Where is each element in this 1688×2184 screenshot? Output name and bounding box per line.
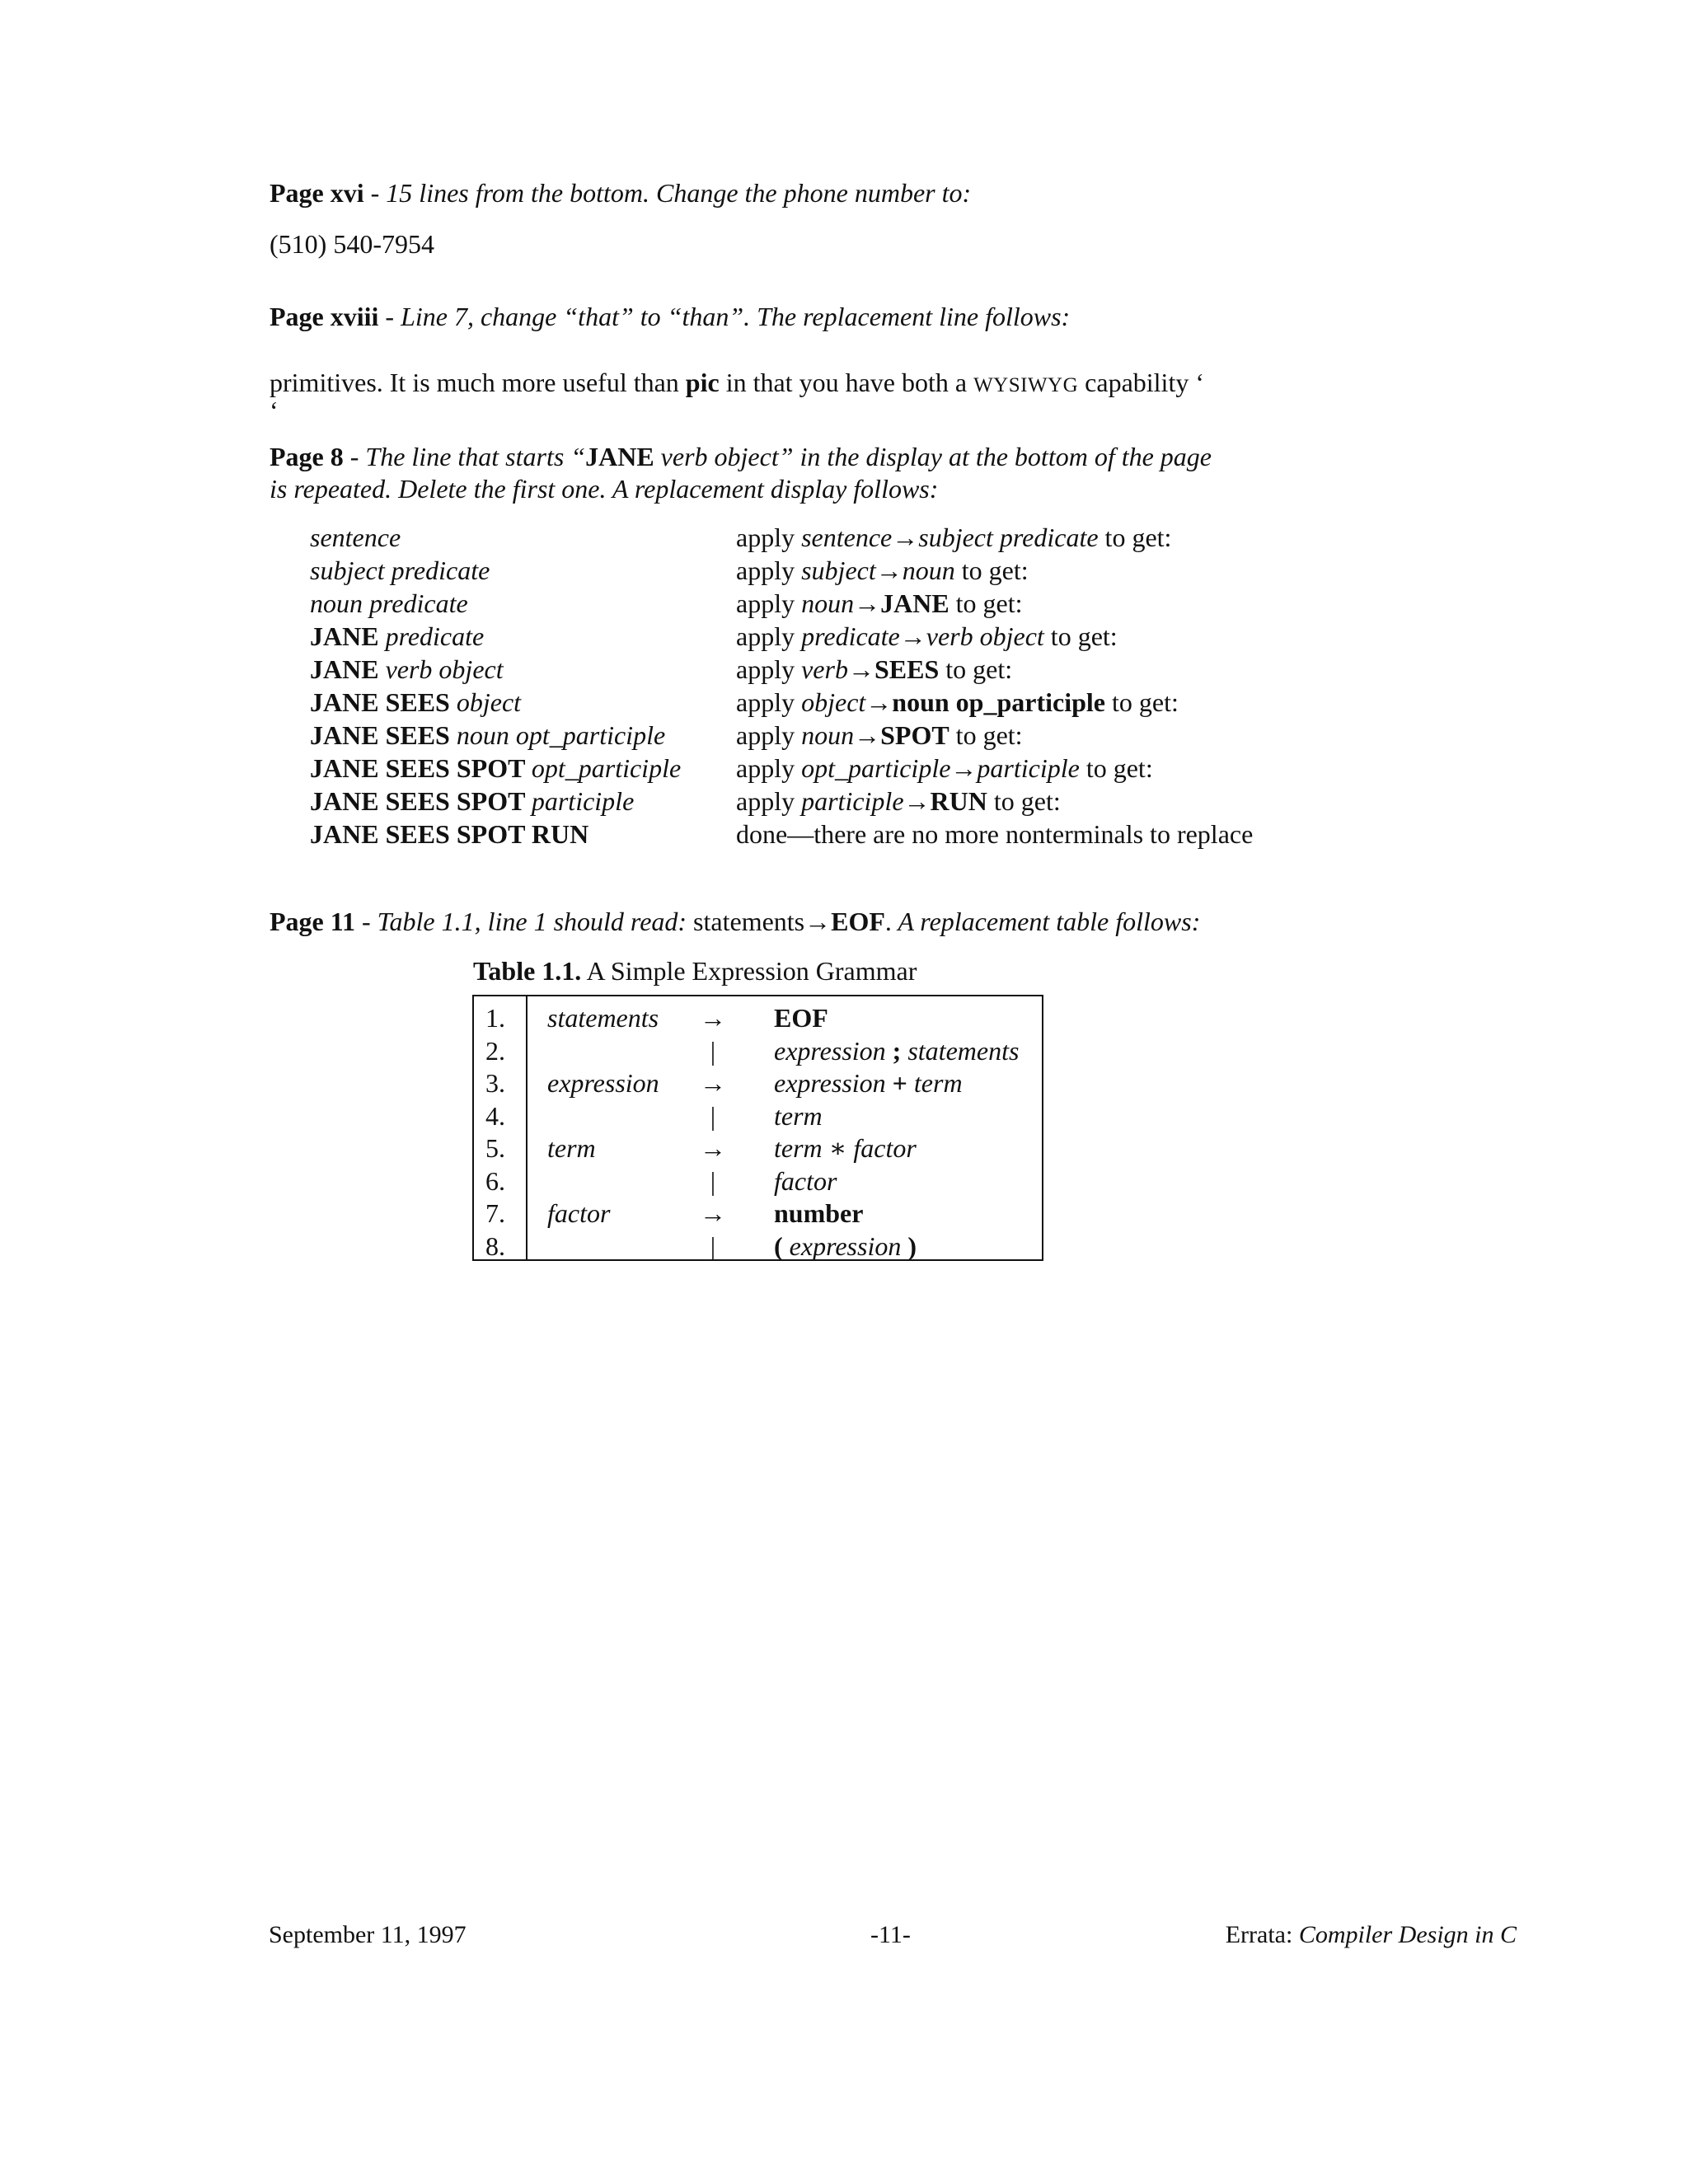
entry-instruction: Table 1.1, line 1 should read:	[377, 907, 694, 936]
rule-text: to get:	[1043, 621, 1118, 651]
replacement-smallcaps: WYSIWYG	[973, 374, 1079, 396]
entry-instruction: verb object” in the display at the bottom of the page	[654, 442, 1212, 471]
derivation-rule	[736, 587, 1023, 620]
rule-number: 2.	[485, 1035, 505, 1066]
entry-instruction: Line 7, change “that” to “than”. The replacement line follows:	[401, 302, 1071, 331]
entry-instruction: is repeated. Delete the first one. A replacement display follows:	[270, 474, 939, 504]
derivation-step	[310, 521, 401, 554]
rule-number: 1.	[485, 1003, 505, 1033]
rule-operator: |	[710, 1165, 716, 1196]
footer-title-italic: Compiler Design in C	[1298, 1921, 1517, 1948]
rule-rhs	[774, 1197, 863, 1230]
table-caption-label: Table 1.1.	[473, 956, 582, 986]
rule-rhs	[774, 1099, 823, 1132]
rule-text: apply	[736, 621, 802, 651]
rule-text: to get:	[987, 786, 1061, 816]
grammar-row	[474, 1197, 1042, 1230]
derivation-terminals: JANE SEES	[310, 687, 457, 717]
rule-text: to get:	[1105, 687, 1179, 717]
rule-terminal: JANE	[880, 588, 950, 618]
footer-title-plain: Errata:	[1225, 1921, 1299, 1948]
rule-rhs	[774, 1034, 1019, 1067]
derivation-nonterminals: noun opt_participle	[456, 720, 666, 750]
rule-production: sentence→subject predicate	[801, 523, 1099, 552]
derivation-nonterminals: opt_participle	[531, 753, 682, 783]
entry-page-11	[270, 905, 1200, 938]
entry-instruction-bold: JANE	[585, 442, 654, 471]
separator: -	[343, 442, 366, 471]
production-part: factor	[774, 1165, 837, 1196]
rule-number: 8.	[485, 1230, 505, 1261]
entry-page-xviii	[270, 300, 1070, 333]
grammar-row	[474, 1034, 1042, 1067]
derivation-step	[310, 686, 521, 719]
derivation-step	[310, 818, 588, 851]
production-part: )	[907, 1230, 917, 1261]
production-part: +	[892, 1068, 907, 1098]
fix-dot: .	[884, 907, 892, 936]
grammar-row	[474, 1230, 1042, 1263]
rule-production: object→	[801, 687, 893, 717]
entry-page-label: Page 8	[270, 442, 344, 471]
entry-instruction: The line that starts “	[365, 442, 586, 471]
rule-rhs	[774, 1066, 963, 1099]
rule-lhs: term	[547, 1133, 596, 1163]
rule-operator: |	[710, 1100, 716, 1131]
rule-number: 6.	[485, 1165, 505, 1196]
derivation-rule	[736, 785, 1061, 818]
production-part: term	[907, 1068, 963, 1098]
grammar-row	[474, 1099, 1042, 1132]
rule-text: apply	[736, 555, 802, 585]
rule-rhs	[774, 1230, 917, 1263]
rule-operator: →	[700, 1003, 726, 1033]
production-part: ;	[892, 1035, 902, 1066]
derivation-nonterminals: object	[456, 687, 522, 717]
stray-quote: ‘	[270, 396, 279, 425]
rule-text: apply	[736, 786, 802, 816]
production-part: EOF	[774, 1003, 828, 1033]
derivation-step	[310, 785, 634, 818]
derivation-nonterminals: participle	[531, 786, 635, 816]
rule-text: to get:	[949, 720, 1023, 750]
entry-instruction: 15 lines from the bottom. Change the phone number to:	[386, 178, 972, 208]
rule-number: 3.	[485, 1068, 505, 1098]
rule-rhs	[774, 1001, 828, 1034]
rule-operator: →	[700, 1068, 726, 1098]
rule-operator: |	[710, 1230, 716, 1261]
rule-text: apply	[736, 753, 802, 783]
fix-text: statements→	[693, 907, 832, 936]
derivation-terminals: JANE SEES	[310, 720, 457, 750]
rule-rhs	[774, 1132, 917, 1165]
replacement-line	[270, 366, 1204, 402]
rule-text: apply	[736, 720, 802, 750]
replacement-text: capability ‘	[1078, 368, 1204, 397]
rule-production: noun→	[801, 588, 881, 618]
derivation-rule	[736, 554, 1029, 587]
rule-lhs: statements	[547, 1003, 659, 1033]
rule-operator: →	[700, 1133, 726, 1163]
entry-page-label: Page xvi	[270, 178, 364, 208]
grammar-row	[474, 1001, 1042, 1034]
rule-operator: →	[700, 1198, 726, 1228]
rule-terminal: noun op_participle	[892, 687, 1105, 717]
production-part: statements	[901, 1035, 1020, 1066]
rule-terminal: SPOT	[880, 720, 950, 750]
grammar-row	[474, 1132, 1042, 1165]
derivation-step	[310, 620, 484, 653]
production-part: ∗	[828, 1133, 847, 1163]
derivation-nonterminals: subject predicate	[310, 555, 490, 585]
rule-text: apply	[736, 654, 802, 684]
derivation-rule	[736, 620, 1118, 653]
derivation-step	[310, 554, 490, 587]
footer-date: September 11, 1997	[269, 1921, 467, 1948]
rule-number: 5.	[485, 1133, 505, 1163]
rule-lhs: expression	[547, 1068, 659, 1098]
production-part: term	[774, 1100, 823, 1131]
rule-text: to get:	[1098, 523, 1172, 552]
derivation-rule	[736, 653, 1012, 686]
production-part: number	[774, 1198, 864, 1228]
rule-text: apply	[736, 588, 802, 618]
production-part: factor	[846, 1133, 917, 1163]
derivation-rule	[736, 521, 1171, 554]
phone-number: (510) 540-7954	[270, 229, 434, 259]
rule-terminal: SEES	[874, 654, 940, 684]
derivation-step	[310, 653, 504, 686]
footer-page-number: -11-	[870, 1921, 911, 1948]
production-part: expression	[774, 1035, 893, 1066]
rule-number: 4.	[485, 1100, 505, 1131]
rule-production: verb→	[801, 654, 874, 684]
derivation-terminals: JANE	[310, 621, 386, 651]
replacement-text: primitives. It is much more useful than	[270, 368, 686, 397]
derivation-terminals: JANE SEES SPOT	[310, 753, 532, 783]
table-caption	[473, 954, 917, 987]
derivation-step	[310, 587, 468, 620]
derivation-rule	[736, 719, 1023, 752]
grammar-row	[474, 1165, 1042, 1197]
replacement-bold: pic	[685, 368, 720, 397]
rule-number: 7.	[485, 1198, 505, 1228]
entry-instruction-line2	[270, 472, 938, 505]
rule-production: opt_participle→participle	[801, 753, 1080, 783]
rule-text: done—there are no more nonterminals to replace	[736, 819, 1254, 849]
fix-bold: EOF	[831, 907, 885, 936]
table-caption-title: A Simple Expression Grammar	[581, 956, 917, 986]
separator: -	[363, 178, 387, 208]
grammar-row	[474, 1066, 1042, 1099]
entry-page-8	[270, 440, 1212, 473]
rule-production: subject→noun	[801, 555, 955, 585]
derivation-nonterminals: sentence	[310, 523, 401, 552]
footer-title	[1226, 1919, 1517, 1952]
entry-page-xvi	[270, 176, 971, 209]
replacement-text: in that you have both a	[719, 368, 974, 397]
production-part: (	[774, 1230, 783, 1261]
rule-production: noun→	[801, 720, 881, 750]
rule-operator: |	[710, 1035, 716, 1066]
rule-text: apply	[736, 523, 802, 552]
derivation-terminals: JANE SEES SPOT RUN	[310, 819, 589, 849]
derivation-rule	[736, 818, 1253, 851]
derivation-step	[310, 719, 665, 752]
derivation-terminals: JANE	[310, 654, 386, 684]
production-part: expression	[774, 1068, 893, 1098]
derivation-nonterminals: noun predicate	[310, 588, 468, 618]
rule-lhs: factor	[547, 1198, 611, 1228]
production-part: term	[774, 1133, 829, 1163]
entry-page-label: Page xviii	[270, 302, 379, 331]
derivation-step	[310, 752, 681, 785]
grammar-table	[472, 995, 1043, 1261]
rule-production: predicate→verb object	[801, 621, 1044, 651]
entry-page-label: Page 11	[270, 907, 355, 936]
rule-text: apply	[736, 687, 802, 717]
rule-rhs	[774, 1165, 837, 1197]
rule-terminal: RUN	[930, 786, 987, 816]
derivation-nonterminals: verb object	[385, 654, 504, 684]
rule-production: participle→	[801, 786, 931, 816]
derivation-nonterminals: predicate	[385, 621, 485, 651]
rule-text: to get:	[949, 588, 1023, 618]
derivation-rule	[736, 752, 1153, 785]
derivation-terminals: JANE SEES SPOT	[310, 786, 532, 816]
rule-text: to get:	[1079, 753, 1153, 783]
separator: -	[378, 302, 401, 331]
separator: -	[354, 907, 377, 936]
rule-text: to get:	[954, 555, 1029, 585]
rule-text: to get:	[939, 654, 1013, 684]
entry-instruction: A replacement table follows:	[891, 907, 1201, 936]
derivation-rule	[736, 686, 1179, 719]
production-part: expression	[782, 1230, 908, 1261]
